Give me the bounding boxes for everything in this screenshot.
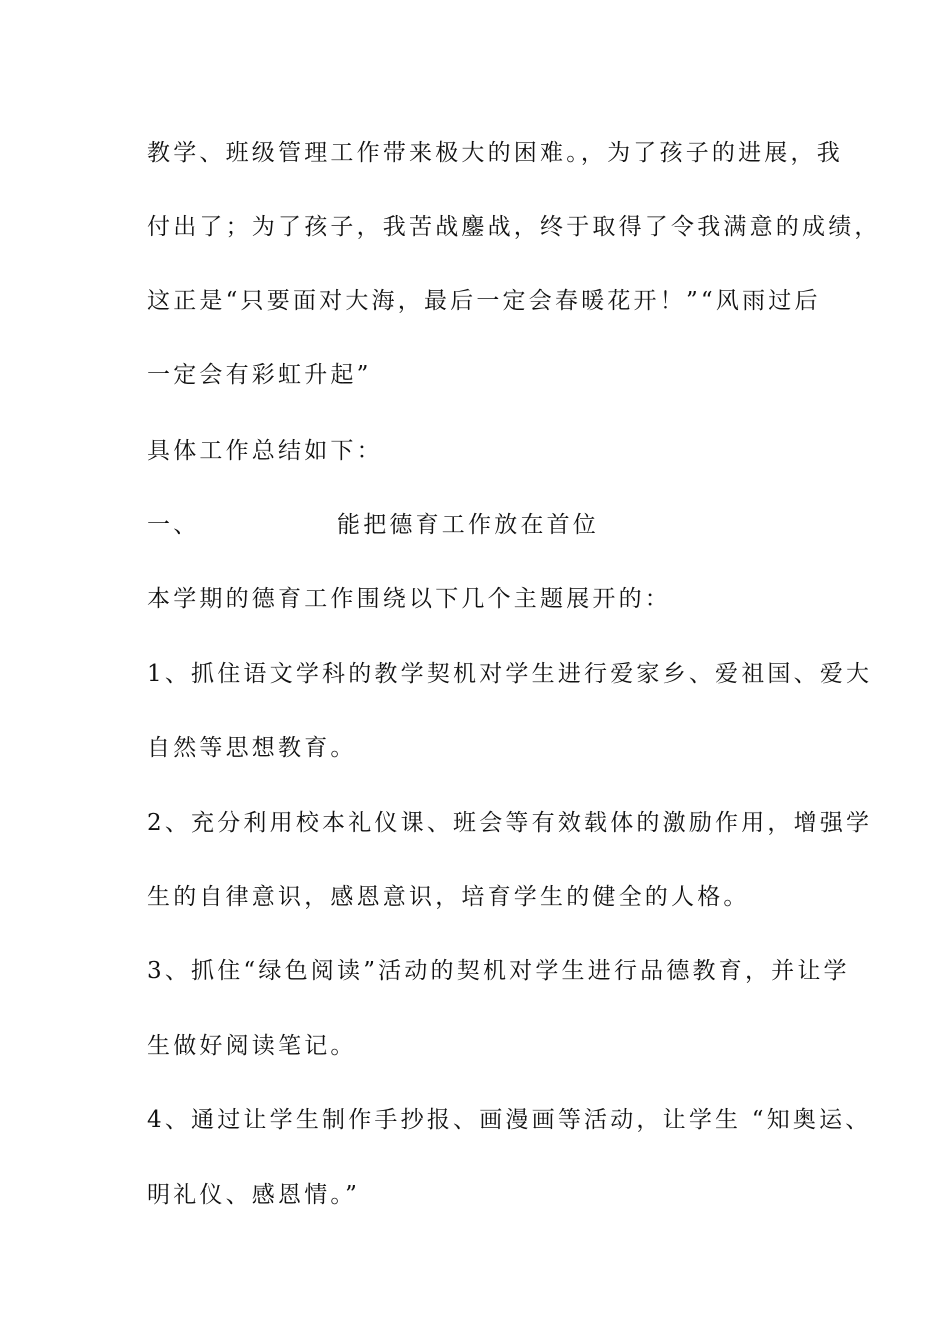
section-heading — [147, 510, 599, 540]
text-line: 生的自律意识，感恩意识，培育学生的健全的人格。 — [147, 884, 750, 910]
section-title: 能把德育工作放在首位 — [337, 512, 599, 538]
list-item: 1、抓住语文学科的教学契机对学生进行爱家乡、爱祖国、爱大 — [147, 661, 873, 687]
text-line: 生做好阅读笔记。 — [147, 1033, 357, 1059]
list-item: 2、充分利用校本礼仪课、班会等有效载体的激励作用，增强学 — [147, 810, 873, 836]
text-line: 教学、班级管理工作带来极大的困难。，为了孩子的进展，我 — [147, 140, 843, 166]
list-item: 4、通过让学生制作手抄报、画漫画等活动，让学生 “知奥运、 — [147, 1107, 872, 1133]
text-line: 一定会有彩虹升起” — [147, 362, 372, 388]
text-line: 明礼仪、感恩情。” — [147, 1182, 361, 1208]
text-line: 这正是“只要面对大海，最后一定会春暖花开！”“风雨过后 — [147, 288, 821, 314]
text-line: 付出了；为了孩子，我苦战鏖战，终于取得了令我满意的成绩， — [147, 214, 881, 240]
section-number: 一、 — [147, 512, 200, 538]
text-line: 本学期的德育工作围绕以下几个主题展开的： — [147, 586, 671, 612]
text-line: 自然等思想教育。 — [147, 735, 357, 761]
list-item: 3、抓住“绿色阅读”活动的契机对学生进行品德教育，并让学 — [147, 958, 850, 984]
text-line: 具体工作总结如下： — [147, 438, 383, 464]
